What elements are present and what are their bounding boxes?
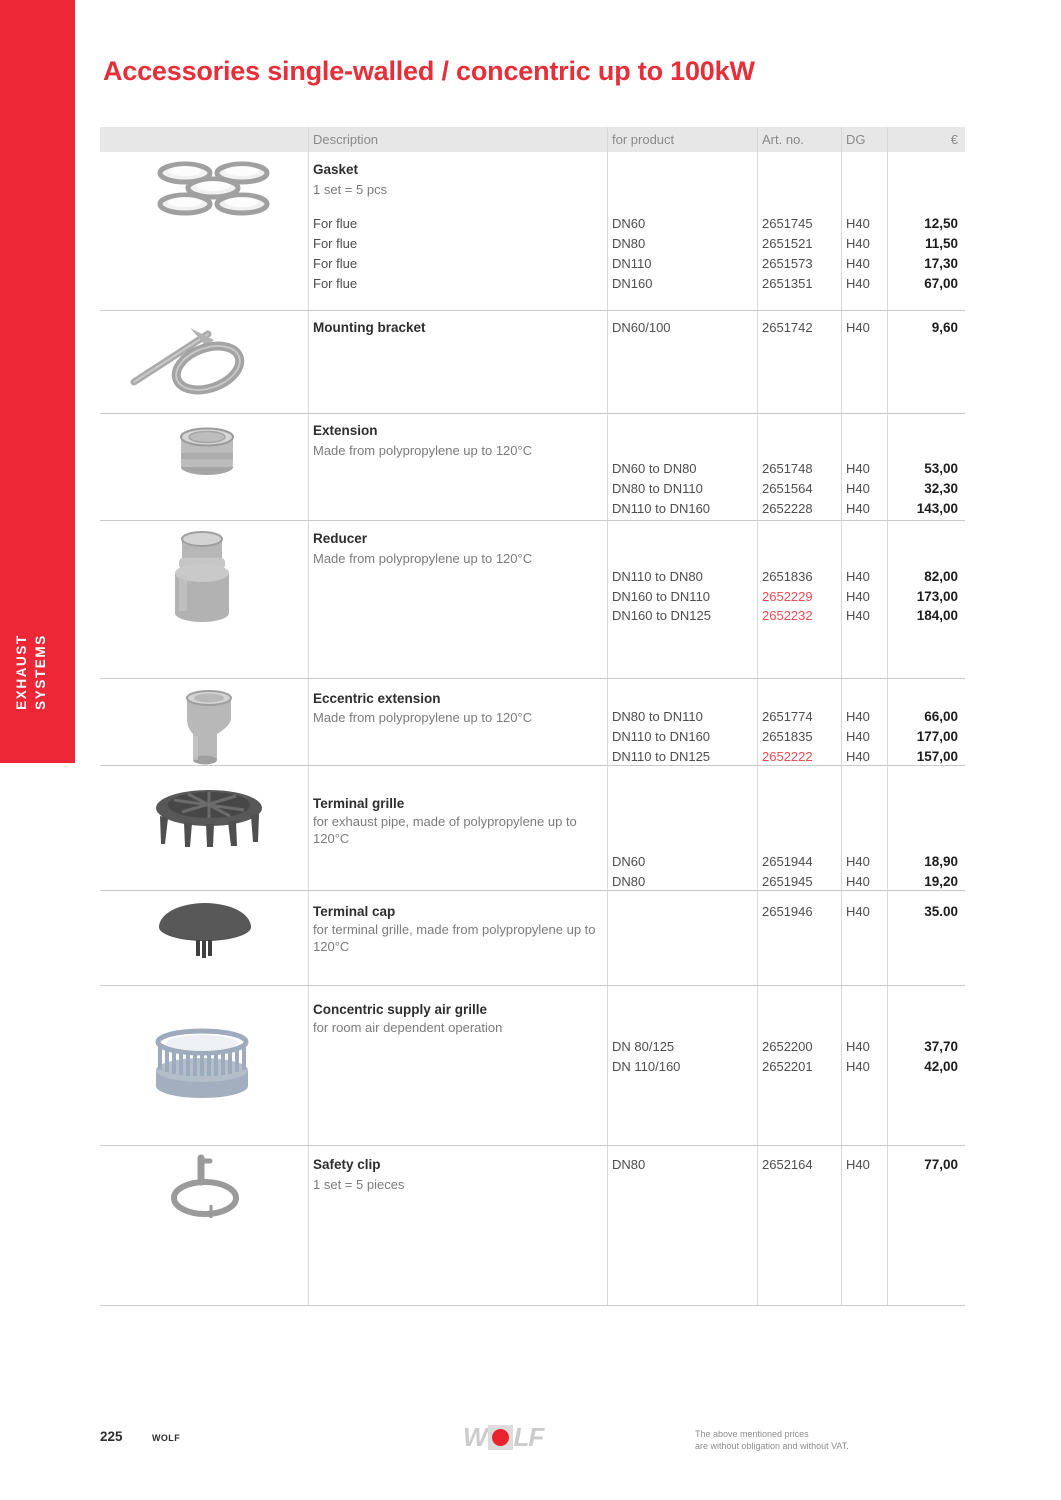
line-for-product: DN110 to DN160 — [612, 729, 711, 744]
line-dg: H40 — [846, 320, 870, 335]
line-dg: H40 — [846, 569, 870, 584]
line-price: 67,00 — [924, 276, 958, 291]
line-dg: H40 — [846, 874, 870, 889]
line-dg: H40 — [846, 608, 870, 623]
line-dg: H40 — [846, 1059, 870, 1074]
wolf-logo-o-icon — [488, 1425, 513, 1450]
header-art-no: Art. no. — [762, 132, 804, 147]
table-row-divider — [100, 678, 965, 679]
table-row-eccentric-extension — [100, 678, 965, 765]
line-dg: H40 — [846, 236, 870, 251]
line-for-product: DN60/100 — [612, 320, 671, 335]
product-subtitle: Made from polypropylene up to 120°C — [313, 710, 533, 725]
price-disclaimer — [695, 1428, 849, 1452]
line-art-no: 2652228 — [762, 501, 813, 516]
product-title: Eccentric extension — [313, 691, 441, 706]
line-for-product: DN80 to DN110 — [612, 481, 703, 496]
product-subtitle: 1 set = 5 pieces — [313, 1177, 405, 1192]
brand-name: WOLF — [152, 1433, 181, 1443]
product-title: Concentric supply air grille — [313, 1002, 488, 1017]
line-dg: H40 — [846, 461, 870, 476]
line-art-no: 2651351 — [762, 276, 813, 291]
line-description: For flue — [313, 256, 358, 271]
line-for-product: DN80 — [612, 1157, 646, 1172]
table-column-divider — [757, 127, 758, 1305]
product-title: Reducer — [313, 531, 368, 546]
line-price: 143,00 — [916, 501, 958, 516]
line-price: 11,50 — [924, 236, 958, 251]
line-dg: H40 — [846, 216, 870, 231]
line-dg: H40 — [846, 276, 870, 291]
line-for-product: DN60 — [612, 216, 646, 231]
table-row-concentric-supply-air-grille — [100, 985, 965, 1145]
line-price: 77,00 — [924, 1157, 958, 1172]
line-art-no: 2651573 — [762, 256, 813, 271]
line-for-product: DN160 — [612, 276, 653, 291]
table-row-divider — [100, 765, 965, 766]
line-dg: H40 — [846, 729, 870, 744]
line-art-no: 2651944 — [762, 854, 813, 869]
product-title: Gasket — [313, 162, 359, 177]
table-column-divider — [887, 127, 888, 1305]
line-art-no: 2652164 — [762, 1157, 813, 1172]
line-art-no: 2651748 — [762, 461, 813, 476]
line-dg: H40 — [846, 854, 870, 869]
product-subtitle: Made from polypropylene up to 120°C — [313, 551, 533, 566]
product-subtitle: 1 set = 5 pcs — [313, 182, 388, 197]
line-dg: H40 — [846, 256, 870, 271]
line-price: 173,00 — [916, 589, 958, 604]
line-for-product: DN110 — [612, 256, 652, 271]
table-row-reducer — [100, 520, 965, 678]
line-dg: H40 — [846, 1157, 870, 1172]
header-dg: DG — [846, 132, 866, 147]
line-art-no: 2652232 — [762, 608, 813, 623]
table-column-divider — [841, 127, 842, 1305]
product-subtitle: for exhaust pipe, made of polypropylene up to 120°C — [313, 814, 577, 846]
line-for-product: DN160 to DN110 — [612, 589, 711, 604]
line-art-no: 2651835 — [762, 729, 813, 744]
mounting-bracket-image — [128, 318, 253, 408]
line-for-product: DN110 to DN80 — [612, 569, 703, 584]
line-for-product: DN110 to DN125 — [612, 749, 711, 764]
section-color-bar — [0, 0, 75, 763]
line-dg: H40 — [846, 501, 870, 516]
line-description: For flue — [313, 236, 358, 251]
reducer-image — [165, 527, 240, 632]
line-art-no: 2652229 — [762, 589, 813, 604]
header-for-product: for product — [612, 132, 675, 147]
product-title: Mounting bracket — [313, 320, 426, 335]
terminal-grille-image — [152, 786, 267, 853]
page-number: 225 — [100, 1429, 123, 1444]
line-price: 18,90 — [924, 854, 958, 869]
accessories-table — [100, 127, 965, 1305]
terminal-cap-image — [155, 897, 255, 964]
line-dg: H40 — [846, 589, 870, 604]
line-dg: H40 — [846, 904, 870, 919]
eccentric-extension-image — [180, 688, 235, 773]
line-for-product: DN80 — [612, 236, 646, 251]
line-art-no: 2651774 — [762, 709, 813, 724]
price-disclaimer-line1: The above mentioned prices — [695, 1429, 809, 1439]
line-art-no: 2651946 — [762, 904, 813, 919]
line-art-no: 2652222 — [762, 749, 813, 764]
product-title: Safety clip — [313, 1157, 381, 1172]
line-art-no: 2651742 — [762, 320, 813, 335]
price-disclaimer-line2: are without obligation and without VAT. — [695, 1441, 849, 1451]
table-row-divider — [100, 520, 965, 521]
table-row-terminal-cap — [100, 890, 965, 985]
gasket-image — [140, 158, 285, 233]
table-row-divider — [100, 310, 965, 311]
line-for-product: DN 80/125 — [612, 1039, 675, 1054]
table-row-gasket — [100, 152, 965, 310]
table-row-extension — [100, 413, 965, 520]
line-dg: H40 — [846, 481, 870, 496]
table-row-mounting-bracket — [100, 310, 965, 413]
table-column-divider — [607, 127, 608, 1305]
line-price: 9,60 — [931, 320, 958, 335]
line-art-no: 2651945 — [762, 874, 813, 889]
line-art-no: 2651521 — [762, 236, 813, 251]
line-price: 157,00 — [916, 749, 958, 764]
line-price: 12,50 — [924, 216, 958, 231]
wolf-logo-red-dot-icon — [492, 1429, 509, 1446]
line-art-no: 2652201 — [762, 1059, 813, 1074]
line-art-no: 2651564 — [762, 481, 813, 496]
product-title: Terminal cap — [313, 904, 396, 919]
line-for-product: DN110 to DN160 — [612, 501, 711, 516]
safety-clip-image — [165, 1153, 245, 1226]
table-row-divider — [100, 1305, 965, 1306]
line-price: 53,00 — [924, 461, 958, 476]
line-dg: H40 — [846, 1039, 870, 1054]
table-row-divider — [100, 1145, 965, 1146]
line-for-product: DN160 to DN125 — [612, 608, 711, 623]
wolf-logo-lf: LF — [513, 1422, 544, 1452]
line-for-product: DN80 to DN110 — [612, 709, 703, 724]
section-label — [13, 592, 73, 752]
table-row-divider — [100, 890, 965, 891]
line-price: 37,70 — [924, 1039, 958, 1054]
line-price: 184,00 — [916, 608, 958, 623]
line-dg: H40 — [846, 709, 870, 724]
product-subtitle: for room air dependent operation — [313, 1020, 503, 1035]
table-row-safety-clip — [100, 1145, 965, 1305]
wolf-logo — [463, 1422, 543, 1453]
product-subtitle: for terminal grille, made from polypropylene up to 120°C — [313, 922, 596, 954]
line-price: 177,00 — [916, 729, 958, 744]
concentric-supply-air-grille-image — [150, 1028, 255, 1108]
line-description: For flue — [313, 216, 358, 231]
line-for-product: DN 110/160 — [612, 1059, 681, 1074]
line-art-no: 2652200 — [762, 1039, 813, 1054]
section-label-line1: EXHAUST — [14, 634, 29, 710]
line-art-no: 2651836 — [762, 569, 813, 584]
product-title: Extension — [313, 423, 378, 438]
table-row-divider — [100, 985, 965, 986]
line-dg: H40 — [846, 749, 870, 764]
product-subtitle: Made from polypropylene up to 120°C — [313, 443, 533, 458]
line-price: 17,30 — [924, 256, 958, 271]
product-title: Terminal grille — [313, 796, 405, 811]
line-price: 66,00 — [924, 709, 958, 724]
line-art-no: 2651745 — [762, 216, 813, 231]
line-description: For flue — [313, 276, 358, 291]
wolf-logo-w: W — [463, 1422, 487, 1452]
extension-image — [172, 423, 242, 483]
line-for-product: DN80 — [612, 874, 646, 889]
line-price: 82,00 — [924, 569, 958, 584]
line-for-product: DN60 to DN80 — [612, 461, 697, 476]
table-header-row — [100, 127, 965, 152]
page-title: Accessories single-walled / concentric up to 100kW — [103, 56, 755, 86]
header-description: Description — [313, 132, 379, 147]
table-column-divider — [308, 127, 309, 1305]
line-price: 19,20 — [924, 874, 958, 889]
table-row-divider — [100, 413, 965, 414]
section-label-line2: SYSTEMS — [32, 634, 48, 710]
header-price-currency: € — [950, 132, 958, 147]
line-price: 35.00 — [924, 904, 958, 919]
line-price: 42,00 — [924, 1059, 958, 1074]
table-row-terminal-grille — [100, 765, 965, 890]
line-price: 32,30 — [924, 481, 958, 496]
line-for-product: DN60 — [612, 854, 646, 869]
